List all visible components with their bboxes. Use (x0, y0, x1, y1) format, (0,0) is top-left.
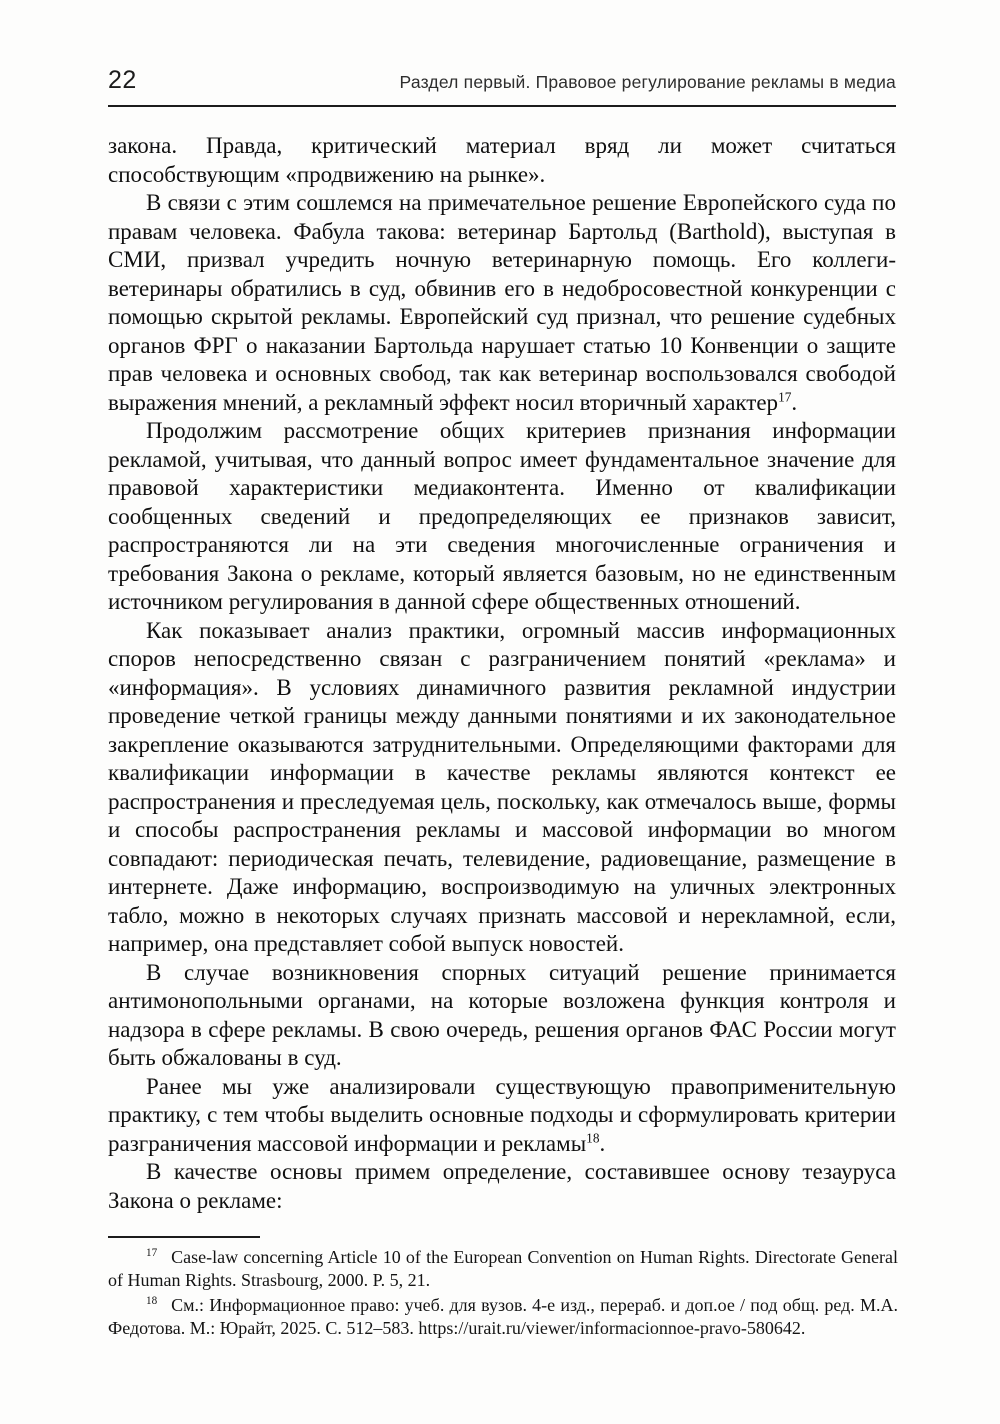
footnote-ref: 17 (778, 388, 792, 404)
body-paragraph: Ранее мы уже анализировали существующую правоприменительную практику, с тем чтобы выделить основные подходы и сформулировать критерии разграничения массовой информации и рекламы$^{18}$. (108, 1073, 896, 1156)
page-number: 22 (108, 66, 137, 94)
body-paragraph: Как показывает анализ практики, огромный массив информационных споров непосредственно связан с разграничением понятий «реклама» и «информация». В условиях динамичного развития рекламной индустрии проведение четкой границы между данными понятиями и их законодательное закрепление оказываются затруднительными. Определяющими факторами для квалификации информации в качестве рекламы являются контекст ее распространения и преследуемая цель, поскольку, как отмечалось выше, формы и способы распространения рекламы и массовой информации во многом совпадают: периодическая печать, телевидение, радиовещание, размещение в интернете. Даже информацию, воспроизводимую на уличных электронных табло, можно в некоторых случаях признать массовой и нерекламной, если, например, она представляет собой выпуск новостей. (108, 617, 896, 956)
footnote (108, 1294, 898, 1339)
footnote-ref: 18 (586, 1129, 600, 1145)
running-title: Раздел первый. Правовое регулирование рекламы в медиа (399, 72, 896, 92)
body-paragraph: Продолжим рассмотрение общих критериев признания информации рекламой, учитывая, что данный вопрос имеет фундаментальное значение для правовой характеристики медиаконтента. Именно от квалификации сообщенных сведений и предопределяющих ее признаков зависит, распространяются ли на эти сведения многочисленные ограничения и требования Закона о рекламе, который является базовым, но не единственным источником регулирования в данной сфере общественных отношений. (108, 418, 896, 614)
body-paragraph: В случае возникновения спорных ситуаций решение принимается антимонопольными органами, на которые возложена функция контроля и надзора в сфере рекламы. В свою очередь, решения органов ФАС России могут быть обжалованы в суд. (108, 959, 896, 1070)
footnotes (108, 1236, 898, 1342)
footnote-marker: 17 (146, 1247, 158, 1259)
body-paragraph: В связи с этим сошлемся на примечательное решение Европейского суда по правам человека. Фабула такова: ветеринар Бартольд (Barthold), выступая в СМИ, призвал учредить ночную ветеринарную помощь. Его коллеги-ветеринары обратились в суд, обвинив его в недобросовестной конкуренции с помощью скрытой рекламы. Европейский суд признал, что решение судебных органов ФРГ о наказании Бартольда нарушает статью 10 Конвенции о защите прав человека и основных свобод, так как ветеринар воспользовался свободой выражения мнений, а рекламный эффект носил вторичный характер$^{17}$. (108, 190, 896, 415)
footnote-marker: 18 (146, 1295, 158, 1307)
footnote-list (108, 1246, 898, 1339)
body-text (108, 132, 896, 1215)
footnote-text: Case-law concerning Article 10 of the European Convention on Human Rights. Directorate General of Human Rights. Strasbourg, 2000. P. 5, 21. (108, 1247, 898, 1290)
footnote-text: См.: Информационное право: учеб. для вузов. 4-е изд., перераб. и доп.ое / под общ. ред. М.А. Федотова. М.: Юрайт, 2025. С. 512–583. https://urait.ru/viewer/informacionnoe-pravo-580642. (108, 1295, 898, 1338)
body-paragraph: закона. Правда, критический материал вряд ли может считаться способствующим «продвижению на рынке». (108, 133, 896, 187)
page-header (108, 66, 896, 107)
footnote (108, 1246, 898, 1291)
footnote-separator (108, 1236, 260, 1238)
body-paragraph: В качестве основы примем определение, составившее основу тезауруса Закона о рекламе: (108, 1159, 896, 1213)
